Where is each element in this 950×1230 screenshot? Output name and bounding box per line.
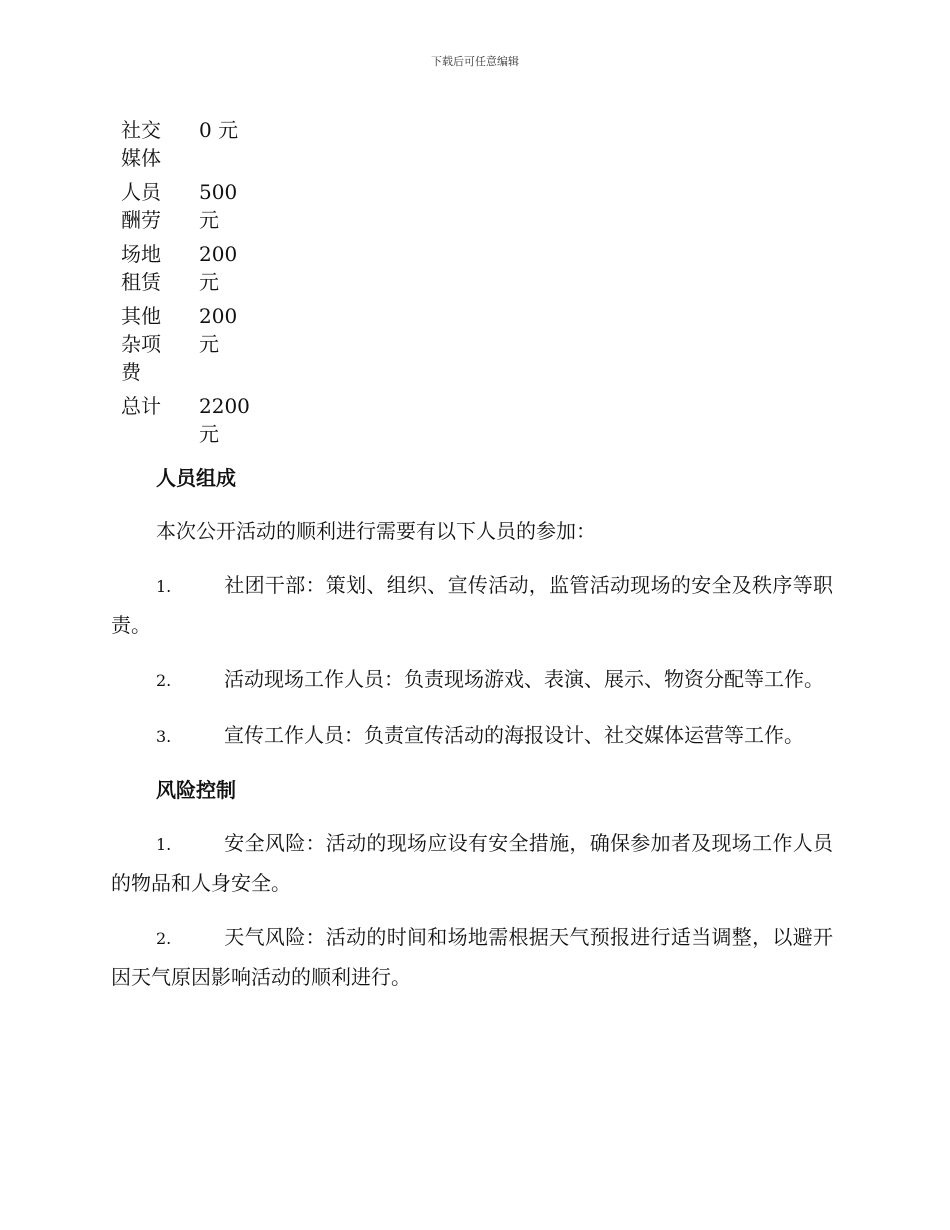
budget-value: 0 元 [199, 118, 239, 142]
list-item [111, 824, 833, 902]
personnel-intro: 本次公开活动的顺利进行需要有以下人员的参加： [156, 519, 596, 543]
list-number: 2. [156, 929, 172, 948]
budget-row [121, 392, 250, 448]
budget-value: 200 元 [199, 242, 238, 294]
list-item [111, 660, 833, 700]
budget-item: 场地租赁 [121, 242, 161, 294]
budget-item: 社交媒体 [121, 118, 161, 170]
section-heading-risk: 风险控制 [156, 778, 236, 802]
document-body [111, 460, 833, 1012]
list-text: 天气风险：活动的时间和场地需根据天气预报进行适当调整，以避开因天气原因影响活动的顺利进行。 [111, 925, 833, 989]
list-text: 安全风险：活动的现场应设有安全措施，确保参加者及现场工作人员的物品和人身安全。 [111, 831, 833, 895]
list-item [111, 918, 833, 996]
list-text: 宣传工作人员：负责宣传活动的海报设计、社交媒体运营等工作。 [224, 723, 804, 747]
budget-item: 总计 [121, 394, 161, 418]
budget-item: 人员酬劳 [121, 180, 161, 232]
list-number: 3. [156, 727, 172, 746]
list-number: 2. [156, 671, 172, 690]
budget-item: 其他杂项费 [121, 304, 161, 384]
budget-row [121, 302, 247, 386]
list-number: 1. [156, 835, 172, 854]
list-item [111, 716, 833, 756]
budget-table [121, 116, 250, 454]
section-heading-personnel: 人员组成 [156, 466, 236, 490]
list-item [111, 566, 833, 644]
budget-row [121, 240, 247, 296]
page-header: 下载后可任意编辑 [431, 55, 519, 68]
budget-row [121, 116, 247, 172]
list-text: 活动现场工作人员：负责现场游戏、表演、展示、物资分配等工作。 [224, 667, 824, 691]
budget-value: 200 元 [199, 304, 238, 356]
list-number: 1. [156, 577, 172, 596]
budget-value: 500 元 [199, 180, 238, 232]
list-text: 社团干部：策划、组织、宣传活动，监管活动现场的安全及秩序等职责。 [111, 573, 833, 637]
budget-row [121, 178, 247, 234]
budget-value: 2200 元 [199, 394, 250, 446]
